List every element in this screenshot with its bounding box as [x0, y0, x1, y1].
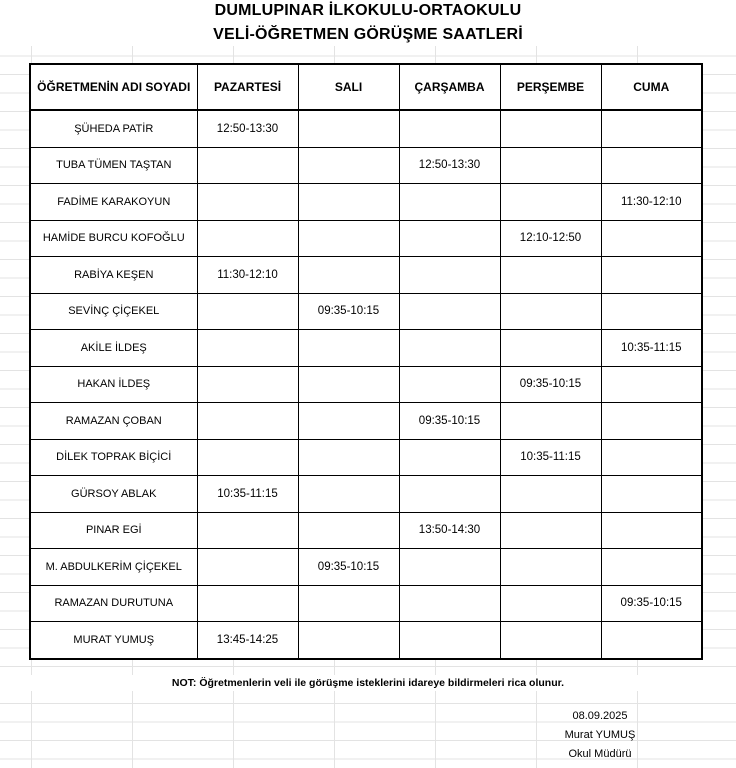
teacher-name-cell: ŞÜHEDA PATİR [30, 110, 197, 147]
time-slot-cell [197, 293, 298, 330]
teacher-name-cell: RAMAZAN ÇOBAN [30, 403, 197, 440]
time-slot-cell [399, 330, 500, 367]
time-slot-cell [399, 293, 500, 330]
teacher-name-cell: FADİME KARAKOYUN [30, 184, 197, 221]
table-row [30, 147, 702, 184]
time-slot-cell [601, 403, 702, 440]
time-slot-cell [399, 366, 500, 403]
teacher-name-cell: MURAT YUMUŞ [30, 622, 197, 659]
time-slot-cell [197, 184, 298, 221]
time-slot-cell [298, 330, 399, 367]
time-slot-cell [601, 549, 702, 586]
time-slot-cell [298, 110, 399, 147]
time-slot-cell [500, 549, 601, 586]
table-row [30, 293, 702, 330]
time-slot-cell [399, 585, 500, 622]
time-slot-cell [601, 257, 702, 294]
table-row [30, 585, 702, 622]
school-title: DUMLUPINAR İLKOKULU-ORTAOKULU [214, 2, 522, 19]
principal-title: Okul Müdürü [568, 748, 632, 760]
time-slot-cell [298, 257, 399, 294]
time-slot-cell [601, 622, 702, 659]
time-slot-cell [298, 147, 399, 184]
time-slot-cell [500, 257, 601, 294]
time-slot-cell [500, 330, 601, 367]
teacher-name-cell: HAKAN İLDEŞ [30, 366, 197, 403]
table-row [30, 110, 702, 147]
time-slot-cell: 13:50-14:30 [399, 512, 500, 549]
table-row [30, 220, 702, 257]
column-header-day: SALI [298, 64, 399, 110]
time-slot-cell [601, 147, 702, 184]
time-slot-cell [500, 403, 601, 440]
time-slot-cell [298, 439, 399, 476]
header-row [30, 64, 702, 110]
teacher-name-cell: PINAR EGİ [30, 512, 197, 549]
schedule-title: VELİ-ÖĞRETMEN GÖRÜŞME SAATLERİ [213, 26, 523, 43]
time-slot-cell [298, 622, 399, 659]
time-slot-cell: 12:10-12:50 [500, 220, 601, 257]
teacher-name-cell: M. ABDULKERİM ÇİÇEKEL [30, 549, 197, 586]
time-slot-cell: 09:35-10:15 [500, 366, 601, 403]
time-slot-cell: 11:30-12:10 [197, 257, 298, 294]
time-slot-cell [601, 476, 702, 513]
time-slot-cell [298, 366, 399, 403]
teacher-name-cell: DİLEK TOPRAK BİÇİCİ [30, 439, 197, 476]
time-slot-cell [500, 585, 601, 622]
time-slot-cell [601, 220, 702, 257]
time-slot-cell [399, 549, 500, 586]
time-slot-cell: 09:35-10:15 [601, 585, 702, 622]
teacher-name-cell: RABİYA KEŞEN [30, 257, 197, 294]
time-slot-cell [500, 293, 601, 330]
table-row [30, 184, 702, 221]
column-header-day: PAZARTESİ [197, 64, 298, 110]
column-header-teacher: ÖĞRETMENİN ADI SOYADI [30, 64, 197, 110]
time-slot-cell: 09:35-10:15 [399, 403, 500, 440]
time-slot-cell: 12:50-13:30 [197, 110, 298, 147]
time-slot-cell [298, 403, 399, 440]
time-slot-cell [500, 512, 601, 549]
teacher-name-cell: RAMAZAN DURUTUNA [30, 585, 197, 622]
time-slot-cell [298, 220, 399, 257]
table-row [30, 403, 702, 440]
table-row [30, 622, 702, 659]
teacher-name-cell: AKİLE İLDEŞ [30, 330, 197, 367]
time-slot-cell [399, 110, 500, 147]
time-slot-cell [197, 439, 298, 476]
time-slot-cell [601, 293, 702, 330]
time-slot-cell [601, 512, 702, 549]
table-row [30, 476, 702, 513]
time-slot-cell [399, 622, 500, 659]
principal-name: Murat YUMUŞ [564, 729, 636, 741]
time-slot-cell: 12:50-13:30 [399, 147, 500, 184]
time-slot-cell: 11:30-12:10 [601, 184, 702, 221]
time-slot-cell [601, 439, 702, 476]
table-row [30, 439, 702, 476]
time-slot-cell [399, 220, 500, 257]
time-slot-cell [601, 110, 702, 147]
column-header-day: ÇARŞAMBA [399, 64, 500, 110]
time-slot-cell [399, 439, 500, 476]
table-row [30, 366, 702, 403]
time-slot-cell [197, 366, 298, 403]
time-slot-cell: 09:35-10:15 [298, 293, 399, 330]
time-slot-cell [197, 330, 298, 367]
time-slot-cell [298, 184, 399, 221]
column-header-day: CUMA [601, 64, 702, 110]
note-text: NOT: Öğretmenlerin veli ile görüşme isteklerini idareye bildirmeleri rica olunur. [0, 675, 736, 691]
teacher-name-cell: TUBA TÜMEN TAŞTAN [30, 147, 197, 184]
schedule-body [30, 110, 702, 659]
schedule-table [29, 63, 703, 660]
time-slot-cell [298, 512, 399, 549]
table-row [30, 549, 702, 586]
time-slot-cell [399, 476, 500, 513]
time-slot-cell: 10:35-11:15 [197, 476, 298, 513]
table-row [30, 330, 702, 367]
table-row [30, 257, 702, 294]
time-slot-cell: 13:45-14:25 [197, 622, 298, 659]
time-slot-cell [197, 220, 298, 257]
time-slot-cell [399, 257, 500, 294]
time-slot-cell [500, 476, 601, 513]
teacher-name-cell: HAMİDE BURCU KOFOĞLU [30, 220, 197, 257]
time-slot-cell [197, 403, 298, 440]
time-slot-cell [500, 147, 601, 184]
time-slot-cell [500, 622, 601, 659]
time-slot-cell [500, 184, 601, 221]
time-slot-cell [601, 366, 702, 403]
signature-date: 08.09.2025 [572, 710, 628, 722]
time-slot-cell [298, 476, 399, 513]
time-slot-cell [500, 110, 601, 147]
teacher-name-cell: SEVİNÇ ÇİÇEKEL [30, 293, 197, 330]
teacher-name-cell: GÜRSOY ABLAK [30, 476, 197, 513]
time-slot-cell: 10:35-11:15 [601, 330, 702, 367]
time-slot-cell [298, 585, 399, 622]
time-slot-cell [197, 512, 298, 549]
table-row [30, 512, 702, 549]
time-slot-cell [399, 184, 500, 221]
column-header-day: PERŞEMBE [500, 64, 601, 110]
time-slot-cell: 10:35-11:15 [500, 439, 601, 476]
time-slot-cell [197, 585, 298, 622]
time-slot-cell: 09:35-10:15 [298, 549, 399, 586]
time-slot-cell [197, 147, 298, 184]
time-slot-cell [197, 549, 298, 586]
